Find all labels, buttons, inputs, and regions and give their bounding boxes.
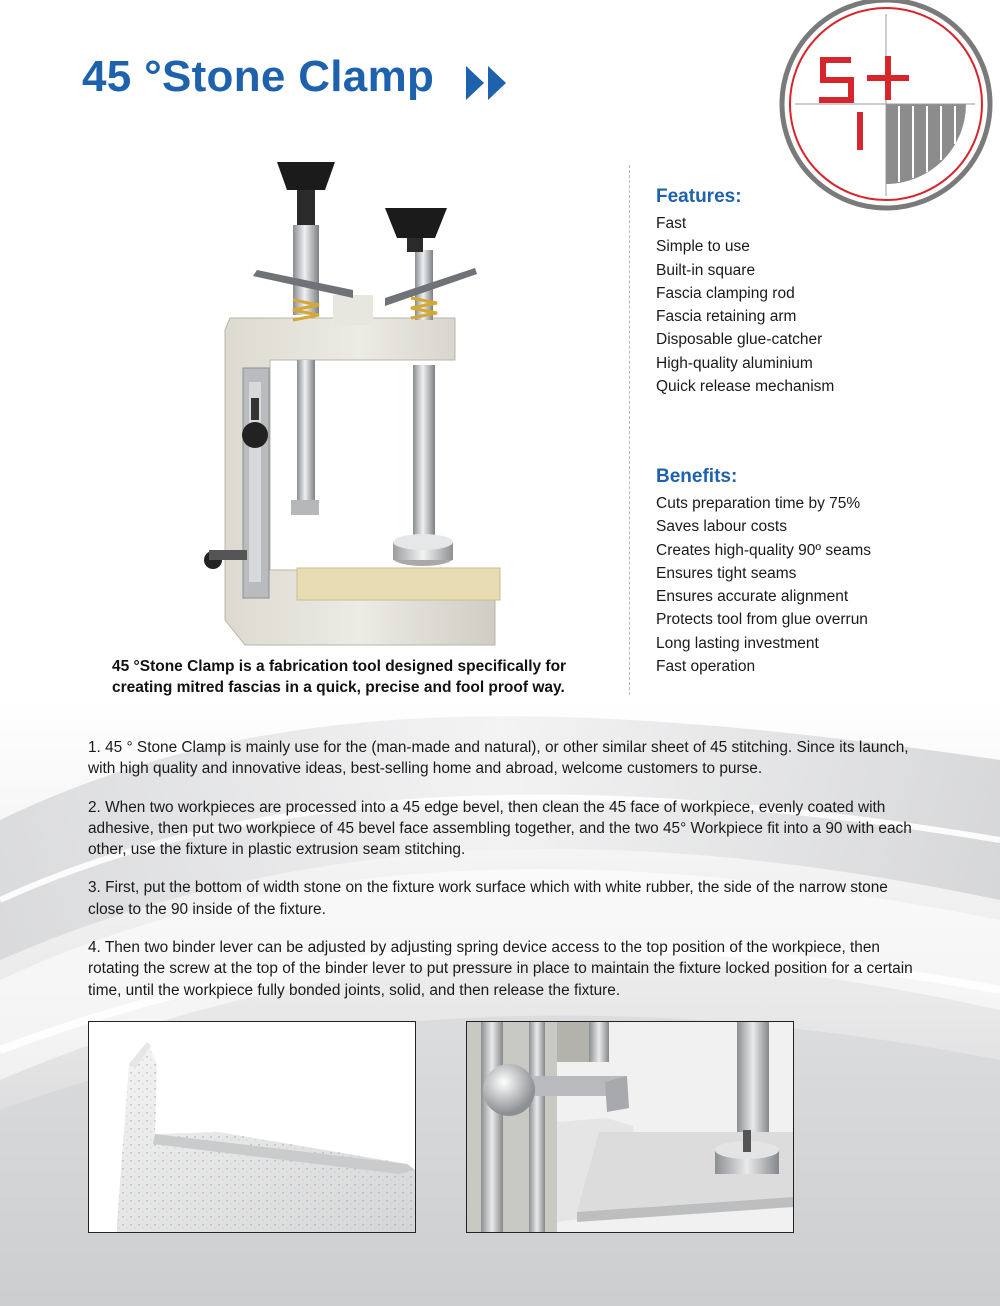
features-item: Disposable glue-catcher [656,331,823,349]
features-heading: Features: [656,186,742,207]
features-item: Fascia retaining arm [656,308,797,326]
benefits-item: Fast operation [656,658,756,676]
features-item: Quick release mechanism [656,378,835,396]
product-caption [112,656,612,698]
benefits-item: Long lasting investment [656,634,819,652]
instruction-paragraph: 1. 45 ° Stone Clamp is mainly use for the (man-made and natural), or other similar sheet of 45 stitching. Since its launch, with high quality and innovative ideas, best-selling home and abroad, welcome customers to purse. [88,739,909,778]
clamp-in-use-photo [466,1021,794,1233]
benefits-item: Protects tool from glue overrun [656,611,868,629]
features-panel [656,186,976,398]
features-item: Built-in square [656,261,756,279]
caption-line-1: 45 °Stone Clamp is a fabrication tool designed specifically for [112,658,567,675]
instruction-paragraph: 3. First, put the bottom of width stone on the fixture work surface which with white rubber, the side of the narrow stone close to the 90 inside of the fixture. [88,879,888,918]
benefits-item: Ensures tight seams [656,564,797,582]
benefits-panel [656,466,976,678]
mitred-stone-photo [88,1021,416,1233]
caption-line-2: creating mitred fascias in a quick, precise and fool proof way. [112,679,565,696]
features-item: High-quality aluminium [656,354,813,372]
company-logo [775,0,997,212]
vertical-divider [629,165,630,695]
page-title: 45 °Stone Clamp [82,52,435,101]
double-chevron-right-icon [466,66,508,100]
features-item: Simple to use [656,238,750,256]
usage-instructions [88,737,918,1018]
benefits-item: Saves labour costs [656,518,787,536]
stone-clamp-photo [185,150,515,655]
instruction-paragraph: 4. Then two binder lever can be adjusted by adjusting spring device access to the top position of the workpiece, then rotating the screw at the top of the binder lever to put pressure in place to maintain the fixture locked position for a certain time, until the workpiece fully bonded joints, solid, and then release the fixture. [88,939,913,999]
features-item: Fascia clamping rod [656,284,795,302]
benefits-item: Cuts preparation time by 75% [656,495,861,512]
instruction-paragraph: 2. When two workpieces are processed into a 45 edge bevel, then clean the 45 face of workpiece, evenly coated with adhesive, then put two workpiece of 45 bevel face assembling together, and the two 45° Workpiece fit into a 90 with each other, use the fixture in plastic extrusion seam stitching. [88,798,912,859]
benefits-item: Ensures accurate alignment [656,588,849,606]
benefits-item: Creates high-quality 90º seams [656,541,872,559]
features-item: Fast [656,215,687,232]
benefits-heading: Benefits: [656,466,738,487]
